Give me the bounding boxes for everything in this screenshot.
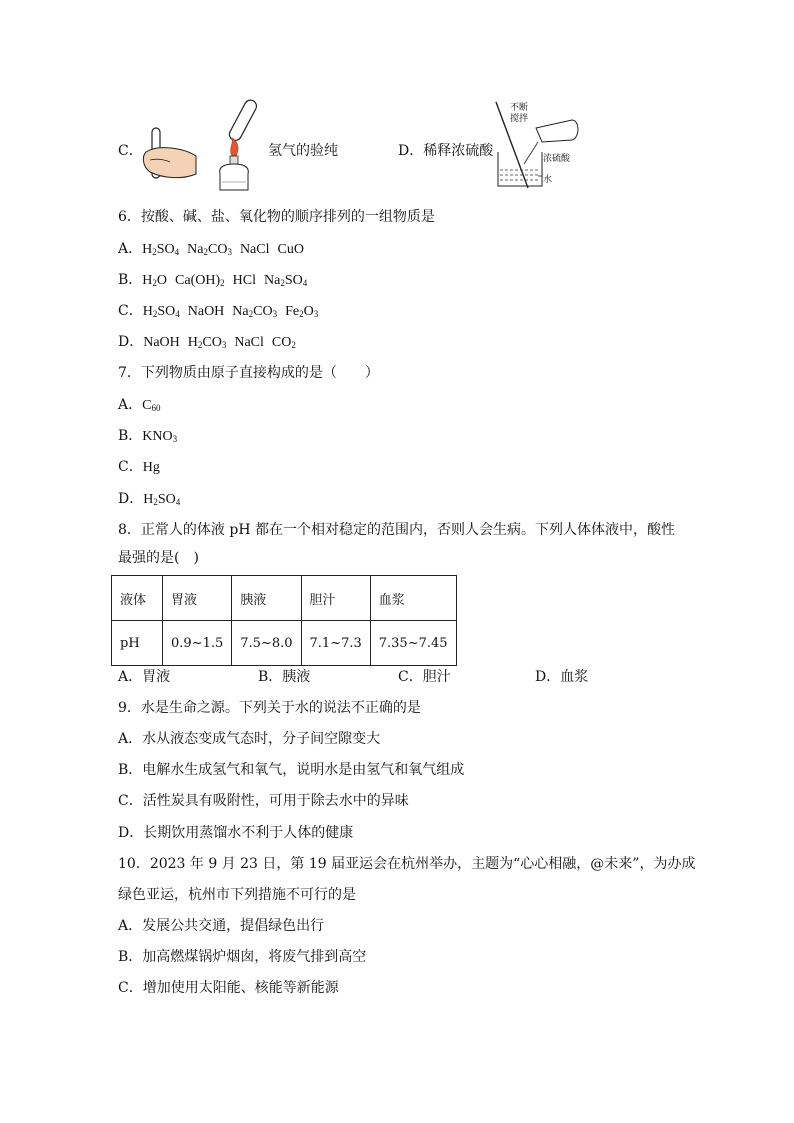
option-label: B． <box>118 428 143 444</box>
q5-option-c-caption: 氢气的验纯 <box>268 143 338 159</box>
table-cell: 7.35~7.45 <box>370 621 456 666</box>
q7-option <box>118 458 160 477</box>
table-cell: pH <box>112 621 163 666</box>
option-label: A． <box>118 397 143 413</box>
q8-option-a: A．胃液 <box>118 669 171 685</box>
q6-option <box>118 302 318 321</box>
q9-option-c: C．活性炭具有吸附性，可用于除去水中的异味 <box>118 793 409 809</box>
table-header-cell: 血浆 <box>370 576 456 621</box>
option-label: A． <box>118 241 143 257</box>
q10-option-b: B．加高燃煤锅炉烟囱，将废气排到高空 <box>118 949 367 965</box>
chemical-formula: NaCl <box>234 335 264 350</box>
chemical-formula: $KNO_3$ <box>142 429 178 444</box>
q8-option-b: B．胰液 <box>258 669 311 685</box>
q8-stem-line-1: 8．正常人的体液 pH 都在一个相对稳定的范围内，否则人会生病。下列人体体液中，酸性 <box>118 522 675 538</box>
q5-option-c-label: C． <box>118 143 143 159</box>
chemical-formula: NaCl <box>239 242 270 257</box>
chemical-formula: $H_2SO_4$ <box>142 242 180 257</box>
q5-option-d-label: D．稀释浓硫酸 <box>398 143 494 159</box>
table-header-cell: 液体 <box>112 576 163 621</box>
chemical-formula: Hg <box>142 460 160 475</box>
diagram-label-stir-1: 不断 <box>510 103 529 113</box>
q6-option <box>118 240 304 259</box>
option-label: D． <box>118 491 144 507</box>
q9-option-d: D．长期饮用蒸馏水不利于人体的健康 <box>118 825 354 841</box>
q9-option-b: B．电解水生成氢气和氧气，说明水是由氢气和氧气组成 <box>118 762 465 778</box>
table-cell: 0.9~1.5 <box>163 621 232 666</box>
q9-stem: 9．水是生命之源。下列关于水的说法不正确的是 <box>118 700 421 716</box>
q6-option <box>118 333 296 352</box>
chemical-formula: $H_2SO_4$ <box>143 492 181 507</box>
chemical-formula: $Na_2CO_3$ <box>232 304 278 319</box>
q7-stem: 7．下列物质由原子直接构成的是（ ） <box>118 365 379 381</box>
q10-option-c: C．增加使用太阳能、核能等新能源 <box>118 980 339 996</box>
chemical-formula: HCl <box>232 273 256 288</box>
table-header-cell: 胰液 <box>232 576 301 621</box>
chemical-formula: $C_{60}$ <box>142 398 161 413</box>
q6-stem: 6．按酸、碱、盐、氧化物的顺序排列的一组物质是 <box>118 209 435 225</box>
q7-option <box>118 490 180 509</box>
chemical-formula: NaOH <box>187 304 225 319</box>
chemical-formula: $H_2SO_4$ <box>142 304 180 319</box>
diagram-label-water: 水 <box>543 175 553 185</box>
q7-option <box>118 427 177 446</box>
q8-option-c: C．胆汁 <box>398 669 451 685</box>
q9-option-a: A．水从液态变成气态时，分子间空隙变大 <box>118 731 381 747</box>
chemical-formula: $Ca(OH)_2$ <box>175 273 225 288</box>
chemical-formula: $H_2CO_3$ <box>187 335 227 350</box>
q7-option <box>118 396 160 415</box>
dilute-sulfuric-acid-illustration <box>488 98 588 190</box>
chemical-formula: $CO_2$ <box>271 335 296 350</box>
chemical-formula: CuO <box>277 242 304 257</box>
option-label: B． <box>118 272 143 288</box>
q10-stem-line-2: 绿色亚运，杭州市下列措施不可行的是 <box>118 887 356 903</box>
option-label: C． <box>118 459 143 475</box>
alcohol-lamp-test-tube-illustration <box>210 96 270 196</box>
chemical-formula: $Fe_2O_3$ <box>285 304 319 319</box>
option-label: D． <box>118 334 144 350</box>
table-cell: 7.5~8.0 <box>232 621 301 666</box>
chemical-formula: NaOH <box>143 335 180 350</box>
table-row <box>112 621 457 666</box>
chemical-formula: $Na_2SO_4$ <box>264 273 308 288</box>
table-cell: 7.1~7.3 <box>301 621 370 666</box>
option-label: C． <box>118 303 143 319</box>
test-tube-in-hand-illustration <box>138 122 200 188</box>
table-header-cell: 胆汁 <box>301 576 370 621</box>
q10-option-a: A．发展公共交通，提倡绿色出行 <box>118 918 325 934</box>
q6-option <box>118 271 307 290</box>
chemical-formula: $H_2O$ <box>142 273 168 288</box>
q8-option-d: D．血浆 <box>535 669 589 685</box>
chemical-formula: $Na_2CO_3$ <box>187 242 232 257</box>
table-row <box>112 576 457 621</box>
diagram-label-stir-2: 搅拌 <box>510 114 529 124</box>
diagram-label-acid: 浓硫酸 <box>543 154 571 164</box>
q8-stem-line-2: 最强的是( ) <box>118 550 199 566</box>
table-header-cell: 胃液 <box>163 576 232 621</box>
ph-table <box>111 575 457 666</box>
q10-stem-line-1: 10．2023 年 9 月 23 日，第 19 届亚运会在杭州举办，主题为“心心相融，@未来”，为办成 <box>118 856 696 872</box>
